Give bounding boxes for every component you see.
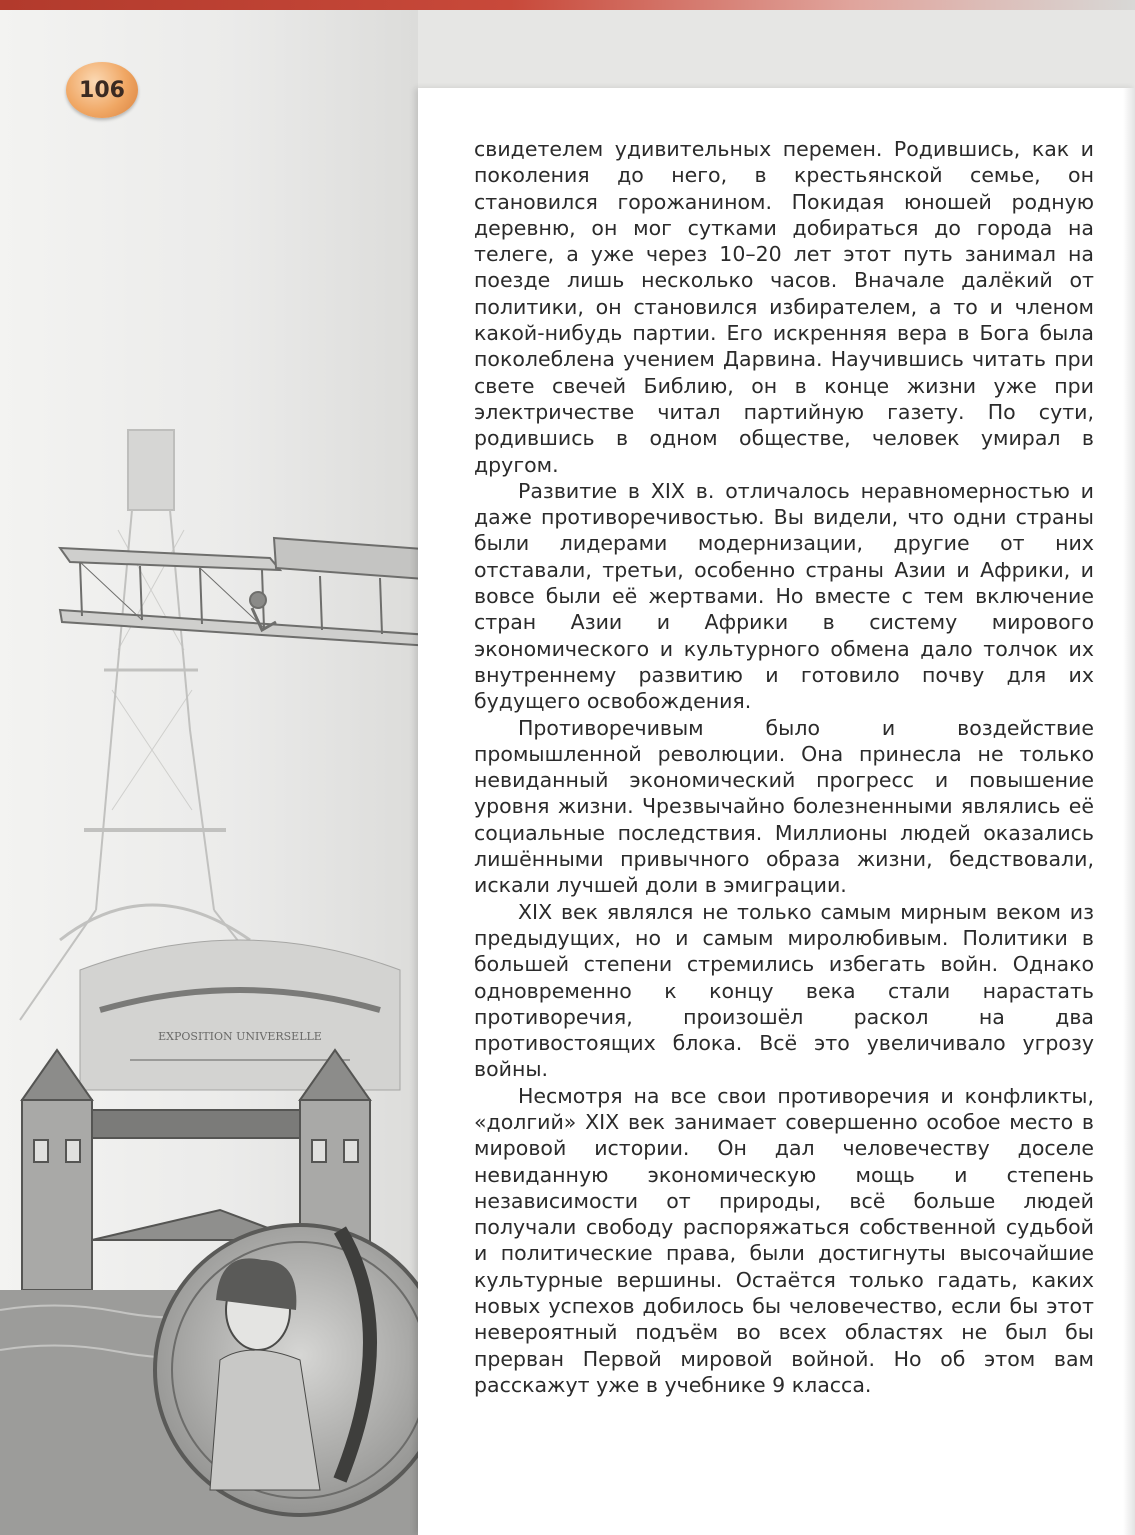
page-number: 106 [79,77,125,103]
page-edge-shadow [1123,88,1135,1535]
paragraph: Развитие в XIX в. отличалось неравномерностью и даже противоречивостью. Вы видели, что одни страны были лидерами модернизации, другие от них отставали, третьи, особенно страны Азии и Африки, и вовсе были её жертвами. Но вместе с тем включение стран Азии и Африки в систему мирового экономического и культурного обмена дало толчок их внутреннему развитию и готовило почву для их будущего освобождения. [474,478,1094,714]
text-panel [418,88,1135,1535]
top-color-strip [0,0,1135,10]
poster-text: EXPOSITION UNIVERSELLE [158,1030,322,1043]
history-collage-illustration [0,10,418,1535]
paragraph: XIX век являлся не только самым мирным веком из предыдущих, но и самым миролюбивым. Политики в большей степени стремились избегать войн. Однако одновременно к концу века стали нарастать противоречия, произошёл раскол на два противостоящих блока. Всё это увеличивало угрозу войны. [474,899,1094,1082]
article-body [474,136,1094,1398]
exposition-poster [80,940,400,1090]
page-number-badge [66,62,138,118]
paragraph: Противоречивым было и воздействие промышленной революции. Она принесла не только невиданный экономический прогресс и повышение уровня жизни. Чрезвычайно болезненными являлись её социальные последствия. Миллионы людей оказались лишёнными привычного образа жизни, бедствовали, искали лучшей доли в эмиграции. [474,715,1094,898]
biplane-drawing [60,538,418,646]
eiffel-tower-drawing [20,430,300,1020]
paragraph: свидетелем удивительных перемен. Родившись, как и поколения до него, в крестьянской семье, он становился горожанином. Покидая юношей родную деревню, он мог сутками добираться до города на телеге, а уже через 10–20 лет этот путь занимал на поезде лишь несколько часов. Вначале далёкий от политики, он становился избирателем, а то и членом какой-нибудь партии. Его искренняя вера в Бога была поколеблена учением Дарвина. Научившись читать при свете свечей Библию, он в конце жизни уже при электричестве читал партийную газету. По сути, родившись в одном обществе, человек умирал в другом. [474,137,1094,477]
paragraph: Несмотря на все свои противоречия и конфликты, «долгий» XIX век занимает совершенно особое место в мировой истории. Он дал человечеству доселе невиданную экономическую мощь и степень независимости от природы, всё больше людей получали свободу распоряжаться собственной судьбой и политические права, были достигнуты высочайшие культурные вершины. Остаётся только гадать, каких новых успехов добилось бы человечество, если бы этот невероятный подъём во всех областях не был бы прерван Первой мировой войной. Но об этом вам расскажут уже в учебнике 9 класса. [474,1083,1094,1397]
art-nouveau-medallion [155,1225,418,1515]
left-illustration-panel [0,10,418,1535]
